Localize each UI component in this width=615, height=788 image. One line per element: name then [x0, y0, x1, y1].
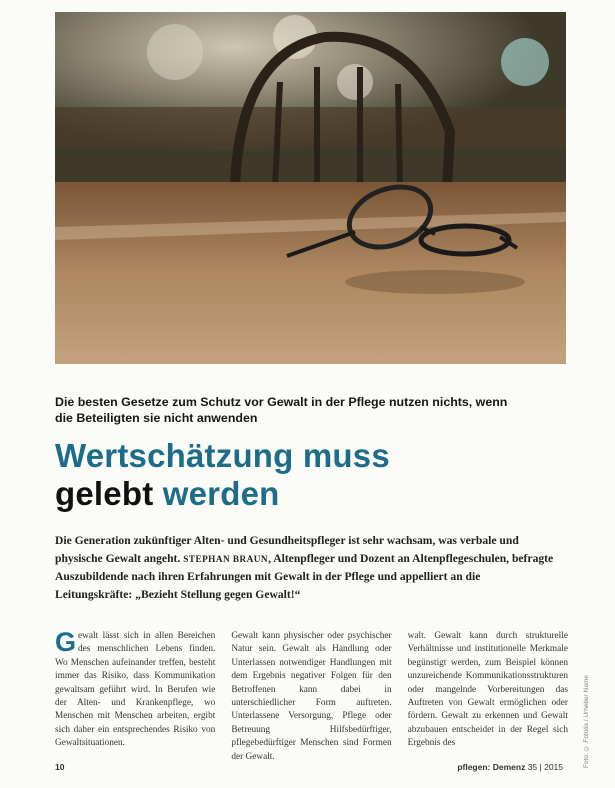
- kicker: Die besten Gesetze zum Schutz vor Gewalt in der Pflege nutzen nichts, wenn die Beteiligten sie nicht anwenden: [55, 395, 508, 425]
- author-name: STEPHAN BRAUN: [183, 553, 269, 564]
- hero-photo: [55, 12, 566, 364]
- body-column-3: walt. Gewalt kann durch strukturelle Verhältnisse und institutionelle Merkmale begünstigt werden, zum Beispiel können unzureichende Kommunikationsstrukturen oder mangelnde Vorbereitungen das Auftreten von Gewalt ermöglichen oder fördern. Gewalt zu erkennen und Gewalt abzubauen entscheidet in der Regel sich Ergebnis des: [407, 631, 568, 749]
- issue-number: 35 | 2015: [527, 762, 563, 772]
- lead-text-2: , Altenpfleger und Dozent an Altenpflegeschulen, befragte Auszubildende nach ihren Erfahrungen mit Gewalt in der Pflege und appelliert an die Leitungskräfte: „Bezieht Stellung gegen Gewalt!“: [55, 551, 554, 601]
- body-column-1-text: ewalt lässt sich in allen Bereichen des menschlichen Lebens finden. Wo Menschen aufeinander treffen, besteht immer das Risiko, dass Kommunikation gewaltsam geführt wird. In Berufen wie der Alten- und Krankenpflege, wo Menschen mit Menschen arbeiten, ergibt sich daher ein entsprechendes Risiko von Gewaltsituationen.: [55, 631, 216, 749]
- headline-line-2b: werden: [162, 475, 280, 512]
- photo-credit: Foto: © Fotolia / Urheber Name: [583, 675, 590, 768]
- headline: [55, 437, 575, 513]
- body-columns: [55, 627, 568, 762]
- glasses-on-table-illustration: [55, 12, 566, 364]
- drop-cap: G: [55, 627, 77, 657]
- headline-line-1: Wertschätzung muss: [55, 437, 390, 474]
- lead-paragraph: [55, 532, 555, 603]
- lead-text-1: Die Generation zukünftiger Alten- und Gesundheitspfleger ist sehr wachsam, was verbale und physische Gewalt angeht.: [55, 534, 519, 565]
- body-column-2: Gewalt kann physischer oder psychischer Natur sein. Gewalt als Handlung oder Unterlassen notwendiger Handlungen mit dem Ergebnis negativer Folgen für den Betroffenen kann dabei in unterschiedlicher Form auftreten. Unterlassene Versorgung, Pflege oder Betreuung Hilfsbedürftiger, pflegebedürftiger Menschen sind Formen der Gewalt.: [231, 631, 392, 762]
- page-number: 10: [55, 762, 65, 772]
- body-column-1: [55, 627, 216, 749]
- magazine-name: pflegen: Demenz: [457, 762, 526, 772]
- headline-line-2a: gelebt: [55, 475, 154, 512]
- footer-magazine: [457, 762, 563, 772]
